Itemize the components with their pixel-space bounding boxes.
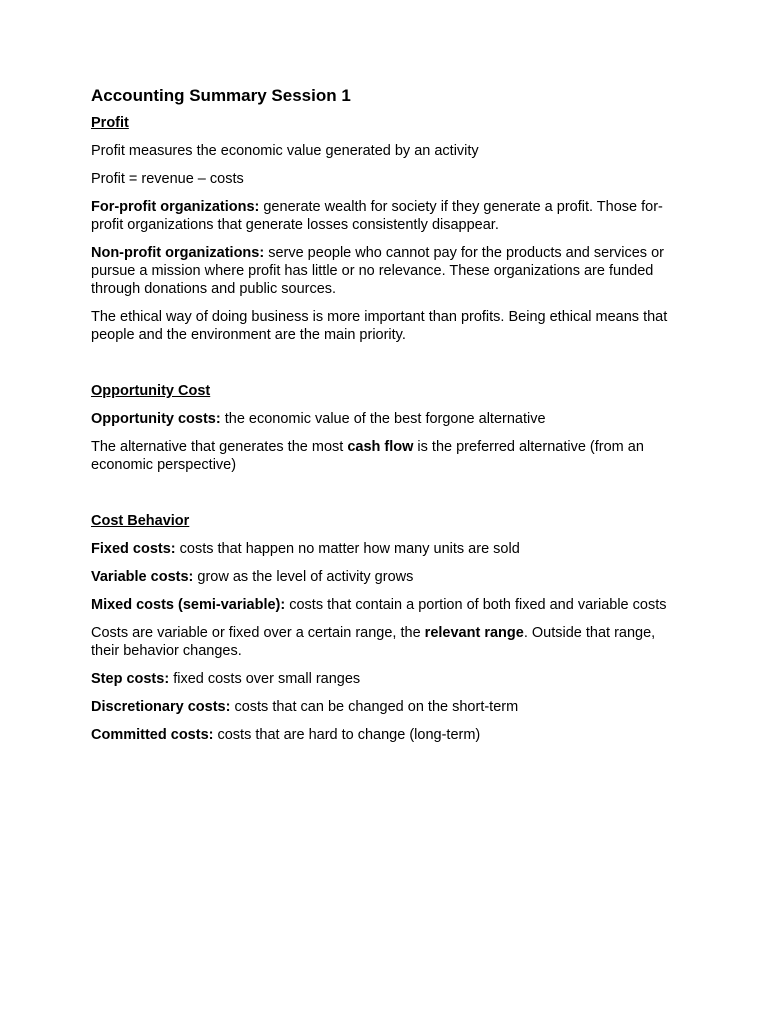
paragraph — [91, 726, 686, 744]
paragraph — [91, 698, 686, 716]
term-label: Non-profit organizations: — [91, 245, 265, 261]
section — [91, 114, 686, 344]
section-spacer — [91, 484, 686, 512]
paragraph — [91, 410, 686, 428]
paragraph-text: . Outside that range, their behavior changes. — [91, 625, 656, 659]
term-label: Step costs: — [91, 671, 170, 687]
paragraph-text: is the preferred alternative (from an economic perspective) — [91, 439, 644, 473]
term-label: Opportunity costs: — [91, 411, 221, 427]
paragraph-text: serve people who cannot pay for the products and services or pursue a mission where profit has little or no relevance. These organizations are funded through donations and public sources. — [91, 245, 664, 297]
emphasis-text: cash flow — [347, 439, 414, 455]
paragraph-text: The alternative that generates the most — [91, 439, 348, 455]
paragraph-text: costs that contain a portion of both fixed and variable costs — [285, 597, 667, 613]
paragraph — [91, 170, 686, 188]
paragraph-text: The ethical way of doing business is more important than profits. Being ethical means that people and the environment are the main priority. — [91, 309, 668, 343]
paragraph-text: costs that are hard to change (long-term) — [213, 727, 481, 743]
paragraph-text: costs that can be changed on the short-term — [230, 699, 519, 715]
paragraph — [91, 540, 686, 558]
paragraph — [91, 438, 686, 474]
section — [91, 512, 686, 744]
paragraph-text: fixed costs over small ranges — [169, 671, 361, 687]
emphasis-text: relevant range — [424, 625, 524, 641]
paragraph-text: generate wealth for society if they generate a profit. Those for-profit organizations that generate losses consistently disappear. — [91, 199, 663, 233]
document-title: Accounting Summary Session 1 — [91, 86, 351, 105]
term-label: For-profit organizations: — [91, 199, 260, 215]
paragraph-text: Profit measures the economic value generated by an activity — [91, 143, 479, 159]
document-body — [91, 114, 686, 744]
paragraph — [91, 244, 686, 298]
paragraph-text: Profit = revenue – costs — [91, 171, 244, 187]
paragraph — [91, 596, 686, 614]
paragraph — [91, 670, 686, 688]
section-spacer — [91, 354, 686, 382]
paragraph-text: grow as the level of activity grows — [193, 569, 414, 585]
term-label: Variable costs: — [91, 569, 194, 585]
paragraph — [91, 308, 686, 344]
section-heading: Cost Behavior — [91, 513, 190, 529]
term-label: Committed costs: — [91, 727, 214, 743]
term-label: Discretionary costs: — [91, 699, 231, 715]
paragraph-text: the economic value of the best forgone alternative — [220, 411, 546, 427]
term-label: Mixed costs (semi-variable): — [91, 597, 286, 613]
section-heading: Profit — [91, 115, 129, 131]
term-label: Fixed costs: — [91, 541, 176, 557]
section — [91, 382, 686, 474]
paragraph — [91, 198, 686, 234]
paragraph — [91, 142, 686, 160]
section-heading: Opportunity Cost — [91, 383, 211, 399]
paragraph — [91, 568, 686, 586]
paragraph-text: Costs are variable or fixed over a certain range, the — [91, 625, 425, 641]
paragraph-text: costs that happen no matter how many units are sold — [175, 541, 520, 557]
paragraph — [91, 624, 686, 660]
